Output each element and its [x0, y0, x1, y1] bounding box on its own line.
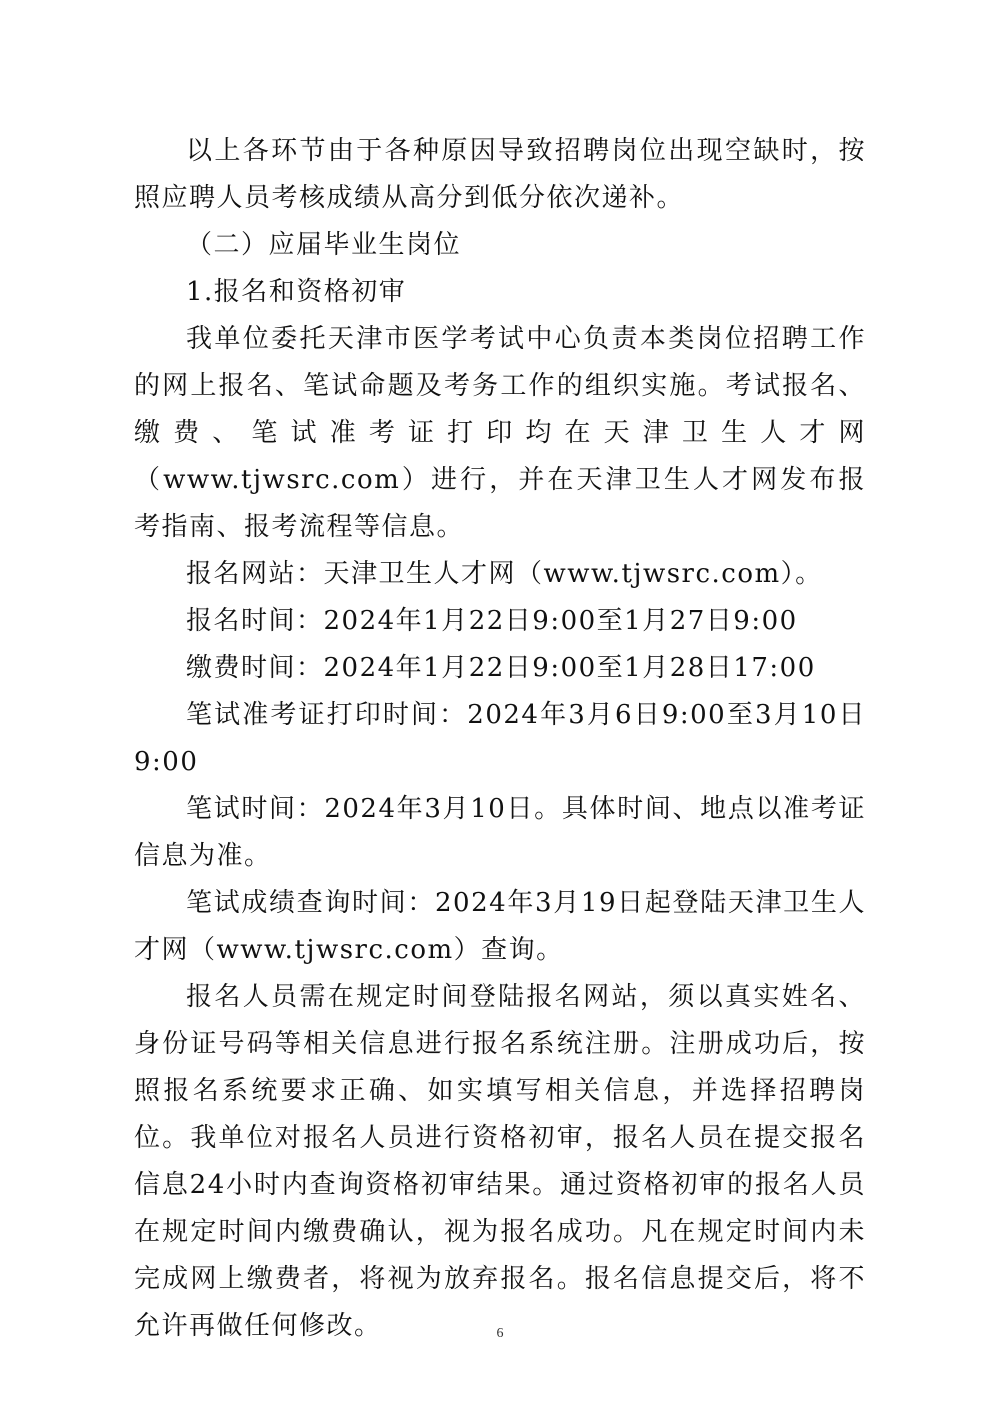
document-body — [134, 128, 866, 1350]
paragraph-payment-time: 缴费时间：2024年1月22日9:00至1月28日17:00 — [186, 653, 816, 683]
paragraph-registration-overview: 我单位委托天津市医学考试中心负责本类岗位招聘工作的网上报名、笔试命题及考务工作的组织实施。考试报名、缴费、笔试准考证打印均在天津卫生人才网（www.tjwsrc.com）进行，并在天津卫生人才网发布报考指南、报考流程等信息。 — [134, 324, 866, 542]
paragraph-admission-ticket-time: 笔试准考证打印时间：2024年3月6日9:00至3月10日9:00 — [134, 700, 866, 777]
section-heading-graduate-positions: （二）应届毕业生岗位 — [186, 230, 462, 260]
paragraph-score-query-time: 笔试成绩查询时间：2024年3月19日起登陆天津卫生人才网（www.tjwsrc.com）查询。 — [134, 888, 866, 965]
paragraph-vacancy-replacement: 以上各环节由于各种原因导致招聘岗位出现空缺时，按照应聘人员考核成绩从高分到低分依次递补。 — [134, 136, 866, 213]
page-number: 6 — [496, 1326, 504, 1341]
paragraph-registration-procedure: 报名人员需在规定时间登陆报名网站，须以真实姓名、身份证号码等相关信息进行报名系统注册。注册成功后，按照报名系统要求正确、如实填写相关信息，并选择招聘岗位。我单位对报名人员进行资格初审，报名人员在提交报名信息24小时内查询资格初审结果。通过资格初审的报名人员在规定时间内缴费确认，视为报名成功。凡在规定时间内未完成网上缴费者，将视为放弃报名。报名信息提交后，将不允许再做任何修改。 — [134, 982, 866, 1341]
subsection-heading-registration: 1.报名和资格初审 — [186, 277, 407, 307]
paragraph-registration-time: 报名时间：2024年1月22日9:00至1月27日9:00 — [186, 606, 798, 636]
paragraph-registration-website: 报名网站：天津卫生人才网（www.tjwsrc.com）。 — [186, 559, 823, 589]
paragraph-exam-time: 笔试时间：2024年3月10日。具体时间、地点以准考证信息为准。 — [134, 794, 866, 871]
